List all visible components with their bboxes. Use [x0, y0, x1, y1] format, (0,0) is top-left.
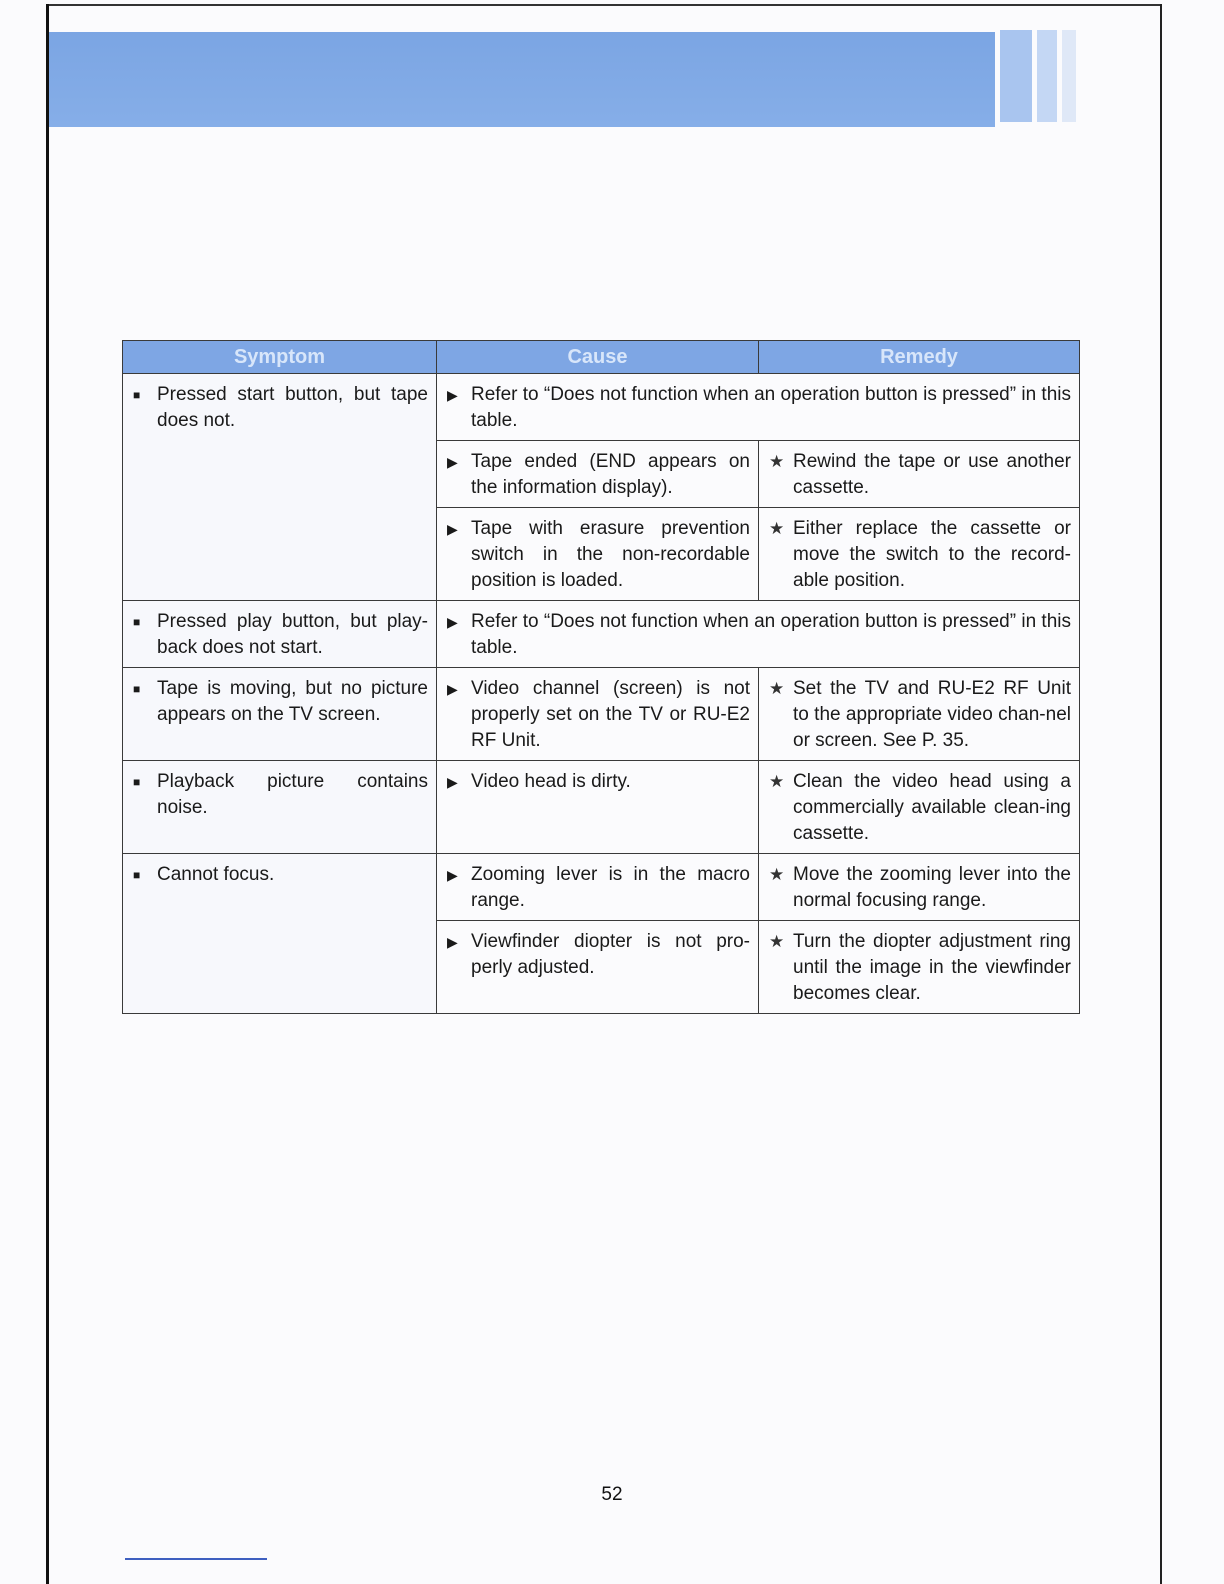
cause-cell [437, 854, 759, 921]
square-bullet-icon: ■ [133, 388, 141, 402]
page-edge-left [46, 4, 49, 1584]
table-row [123, 374, 1080, 441]
symptom-cell [123, 761, 437, 854]
footer-rule [125, 1558, 267, 1560]
cause-cell [437, 508, 759, 601]
square-bullet-icon: ■ [133, 775, 141, 789]
table-row [123, 761, 1080, 854]
star-icon: ★ [769, 932, 785, 951]
cause-text: Video channel (screen) is not properly set on the TV or RU-E2 RF Unit. [471, 678, 750, 751]
triangle-right-icon: ▶ [447, 614, 458, 630]
remedy-header: Remedy [759, 341, 1080, 374]
remedy-text: Clean the video head using a commercially available clean-ing cassette. [793, 771, 1071, 844]
symptom-cell [123, 854, 437, 1014]
symptom-cell [123, 374, 437, 601]
cause-cell [437, 921, 759, 1014]
header-banner-strip [1000, 30, 1032, 122]
symptom-text: Pressed play button, but play-back does not start. [157, 611, 428, 658]
header-banner-strip [1062, 30, 1076, 122]
troubleshooting-table [122, 340, 1080, 1014]
remedy-text: Turn the diopter adjustment ring until the image in the viewfinder becomes clear. [793, 931, 1071, 1004]
triangle-right-icon: ▶ [447, 867, 458, 883]
cause-text: Refer to “Does not function when an operation button is pressed” in this table. [471, 611, 1071, 658]
table-header-row [123, 341, 1080, 374]
symptom-text: Pressed start button, but tape does not. [157, 384, 428, 431]
remedy-cell [759, 921, 1080, 1014]
remedy-cell [759, 668, 1080, 761]
triangle-right-icon: ▶ [447, 454, 458, 470]
page-edge-top [46, 4, 1162, 6]
star-icon: ★ [769, 519, 785, 538]
page-edge-right [1160, 4, 1162, 1584]
cause-text: Zooming lever is in the macro range. [471, 864, 750, 911]
star-icon: ★ [769, 679, 785, 698]
header-banner-strip [1037, 30, 1057, 122]
symptom-text: Tape is moving, but no picture appears on the TV screen. [157, 678, 428, 725]
page-number: 52 [601, 1484, 623, 1505]
remedy-cell [759, 508, 1080, 601]
symptom-header: Symptom [123, 341, 437, 374]
remedy-cell [759, 761, 1080, 854]
square-bullet-icon: ■ [133, 868, 141, 882]
cause-cell [437, 441, 759, 508]
symptom-text: Cannot focus. [157, 864, 275, 885]
cause-text: Refer to “Does not function when an operation button is pressed” in this table. [471, 384, 1071, 431]
symptom-text: Playback picture contains noise. [157, 771, 428, 818]
table-row [123, 854, 1080, 921]
cause-cell [437, 601, 1080, 668]
cause-text: Tape with erasure prevention switch in the non-recordable position is loaded. [471, 518, 750, 591]
triangle-right-icon: ▶ [447, 521, 458, 537]
star-icon: ★ [769, 452, 785, 471]
star-icon: ★ [769, 772, 785, 791]
cause-cell [437, 668, 759, 761]
triangle-right-icon: ▶ [447, 774, 458, 790]
symptom-cell [123, 668, 437, 761]
star-icon: ★ [769, 865, 785, 884]
remedy-text: Set the TV and RU-E2 RF Unit to the appropriate video chan-nel or screen. See P. 35. [793, 678, 1071, 751]
remedy-text: Move the zooming lever into the normal focusing range. [793, 864, 1071, 911]
triangle-right-icon: ▶ [447, 387, 458, 403]
table-row [123, 668, 1080, 761]
cause-cell [437, 761, 759, 854]
symptom-cell [123, 601, 437, 668]
cause-text: Tape ended (END appears on the information display). [471, 451, 750, 498]
table-row [123, 601, 1080, 668]
triangle-right-icon: ▶ [447, 681, 458, 697]
remedy-cell [759, 854, 1080, 921]
cause-cell [437, 374, 1080, 441]
cause-text: Video head is dirty. [471, 771, 631, 792]
header-banner [49, 32, 995, 127]
square-bullet-icon: ■ [133, 615, 141, 629]
triangle-right-icon: ▶ [447, 934, 458, 950]
remedy-text: Rewind the tape or use another cassette. [793, 451, 1071, 498]
remedy-cell [759, 441, 1080, 508]
remedy-text: Either replace the cassette or move the switch to the record-able position. [793, 518, 1071, 591]
cause-header: Cause [437, 341, 759, 374]
square-bullet-icon: ■ [133, 682, 141, 696]
cause-text: Viewfinder diopter is not pro-perly adjusted. [471, 931, 750, 978]
